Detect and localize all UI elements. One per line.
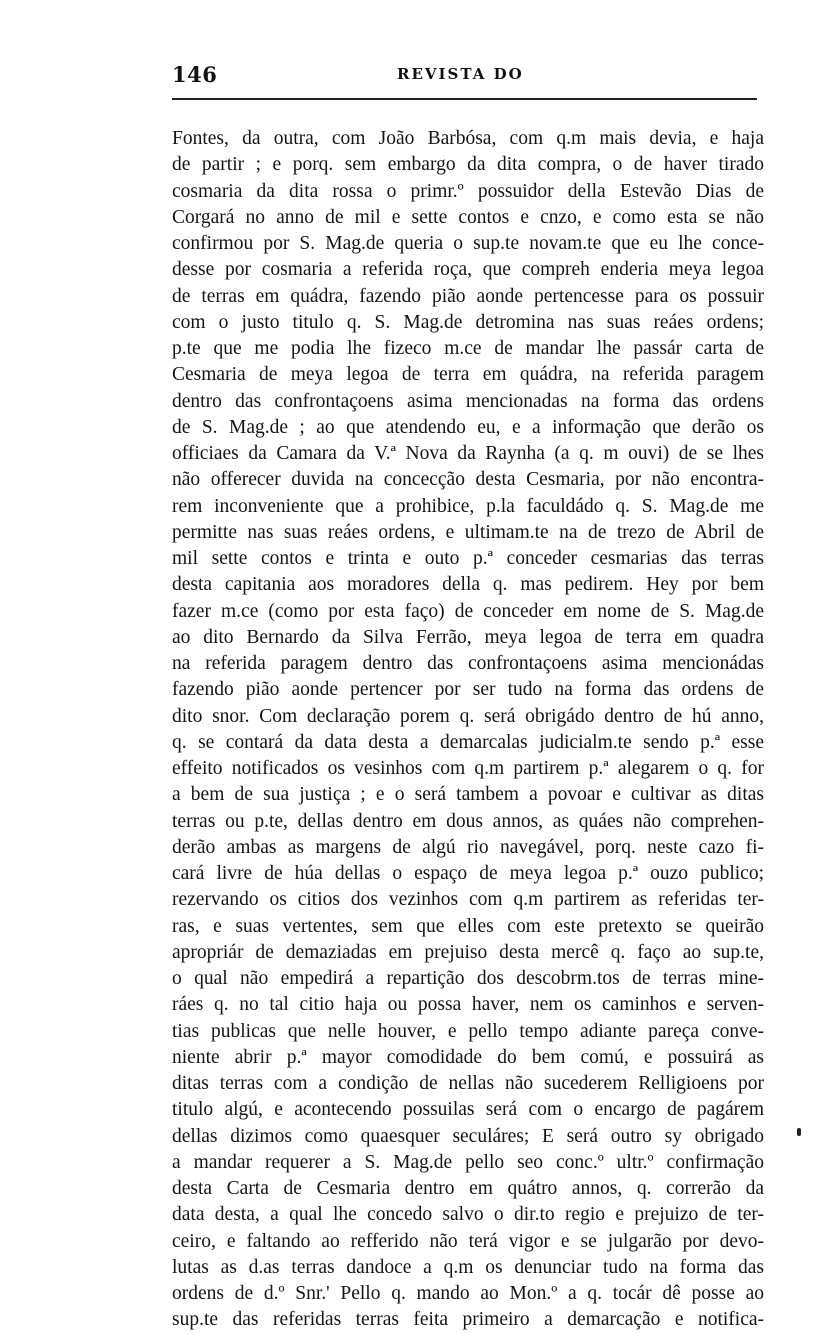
text-line: ordens de d.º Snr.' Pello q. mando ao Mon.º a q. tocár dê posse ao: [172, 1283, 764, 1304]
text-line: apropriár de demaziadas em prejuiso desta mercê q. faço ao sup.te,: [172, 941, 764, 963]
text-line: sup.te das referidas terras feita primeiro a demarcação e notifica-: [172, 1309, 764, 1331]
text-line: derão ambas as margens de algú rio navegável, porq. neste cazo fi-: [172, 836, 764, 858]
text-line: ao dito Bernardo da Silva Ferrão, meya legoa de terra em quadra: [172, 626, 764, 648]
text-line: de terras em quádra, fazendo pião aonde pertencesse para os possuir: [172, 285, 764, 307]
text-line: Corgará no anno de mil e sette contos e cnzo, e como esta se não: [172, 206, 764, 228]
text-line: rem inconveniente que a prohibice, p.la faculdádo q. S. Mag.de me: [172, 495, 764, 517]
text-line: rezervando os citios dos vezinhos com q.m partirem as referidas ter-: [172, 889, 764, 911]
text-line: fazer m.ce (como por esta faço) de conceder em nome de S. Mag.de: [172, 600, 764, 622]
text-line: dentro das confrontaçoens asima mencionadas na forma das ordens: [172, 390, 764, 412]
page-number: 146: [172, 62, 218, 87]
text-line: ceiro, e faltando ao refferido não terá vigor e se julgarão por devo-: [172, 1230, 764, 1252]
text-line: na referida paragem dentro das confrontaçoens asima mencionádas: [172, 653, 764, 674]
text-line: a bem de sua justiça ; e o será tambem a povoar e cultivar as ditas: [172, 784, 764, 806]
text-line: titulo algú, e acontecendo possuilas será com o encargo de pagárem: [172, 1099, 764, 1121]
text-line: ráes q. no tal citio haja ou possa haver, nem os caminhos e serven-: [172, 994, 764, 1016]
text-line: mil sette contos e trinta e outo p.ª conceder cesmarias das terras: [172, 548, 764, 569]
text-line: data desta, a qual lhe concedo salvo o dir.to regio e prejuizo de ter-: [172, 1204, 764, 1226]
margin-mark: [797, 1128, 801, 1136]
text-line: tias publicas que nelle houver, e pello tempo adiante pareça conve-: [172, 1020, 764, 1042]
text-line: confirmou por S. Mag.de queria o sup.te novam.te que eu lhe conce-: [172, 233, 764, 254]
text-line: officiaes da Camara da V.ª Nova da Raynha (a q. m ouvi) de se lhes: [172, 443, 764, 464]
text-line: de partir ; e porq. sem embargo da dita compra, o de haver tirado: [172, 154, 764, 176]
body-text: [172, 126, 764, 1334]
text-line: ditas terras com a condição de nellas não sucederem Relligioens por: [172, 1073, 764, 1094]
text-line: dito snor. Com declaração porem q. será obrigádo dentro de hú anno,: [172, 705, 764, 727]
journal-title: REVISTA DO: [397, 65, 524, 83]
text-line: desta Carta de Cesmaria dentro em quátro annos, q. correrão da: [172, 1178, 764, 1199]
text-line: p.te que me podia lhe fizeco m.ce de mandar lhe passár carta de: [172, 338, 764, 359]
header-rule: [172, 98, 757, 100]
text-line: fazendo pião aonde pertencer por ser tudo na forma das ordens de: [172, 679, 764, 701]
text-line: niente abrir p.ª mayor comodidade do bem comú, e possuirá as: [172, 1046, 764, 1068]
text-line: ras, e suas vertentes, sem que elles com este pretexto se queirão: [172, 915, 764, 937]
text-line: q. se contará da data desta a demarcalas judicialm.te sendo p.ª esse: [172, 731, 764, 753]
text-line: dellas dizimos como quaesquer seculáres; E será outro sy obrigado: [172, 1125, 764, 1147]
text-line: terras ou p.te, dellas dentro em dous annos, as quáes não comprehen-: [172, 810, 764, 832]
text-line: Fontes, da outra, com João Barbósa, com q.m mais devia, e haja: [172, 128, 764, 149]
text-line: de S. Mag.de ; ao que atendendo eu, e a informação que derão os: [172, 416, 764, 438]
running-head: [172, 62, 757, 96]
text-line: lutas as d.as terras dandoce a q.m os denunciar tudo na forma das: [172, 1256, 764, 1278]
text-line: não offerecer duvida na concecção desta Cesmaria, por não encontra-: [172, 469, 764, 491]
text-line: a mandar requerer a S. Mag.de pello seo conc.º ultr.º confirmação: [172, 1151, 764, 1173]
text-line: Cesmaria de meya legoa de terra em quádra, na referida paragem: [172, 364, 764, 386]
text-line: permitte nas suas reáes ordens, e ultimam.te na de trezo de Abril de: [172, 521, 764, 543]
text-line: effeito notificados os vesinhos com q.m partirem p.ª alegarem o q. for: [172, 758, 764, 779]
text-line: cará livre de húa dellas o espaço de meya legoa p.ª ouzo publico;: [172, 863, 764, 884]
text-line: desta capitania aos moradores della q. mas pedirem. Hey por bem: [172, 574, 764, 596]
text-line: com o justo titulo q. S. Mag.de detromina nas suas reáes ordens;: [172, 311, 764, 333]
text-line: desse por cosmaria a referida roça, que compreh enderia meya legoa: [172, 259, 764, 281]
text-line: o qual não empedirá a repartição dos descobrm.tos de terras mine-: [172, 968, 764, 989]
text-line: cosmaria da dita rossa o primr.º possuidor della Estevão Dias de: [172, 180, 764, 202]
